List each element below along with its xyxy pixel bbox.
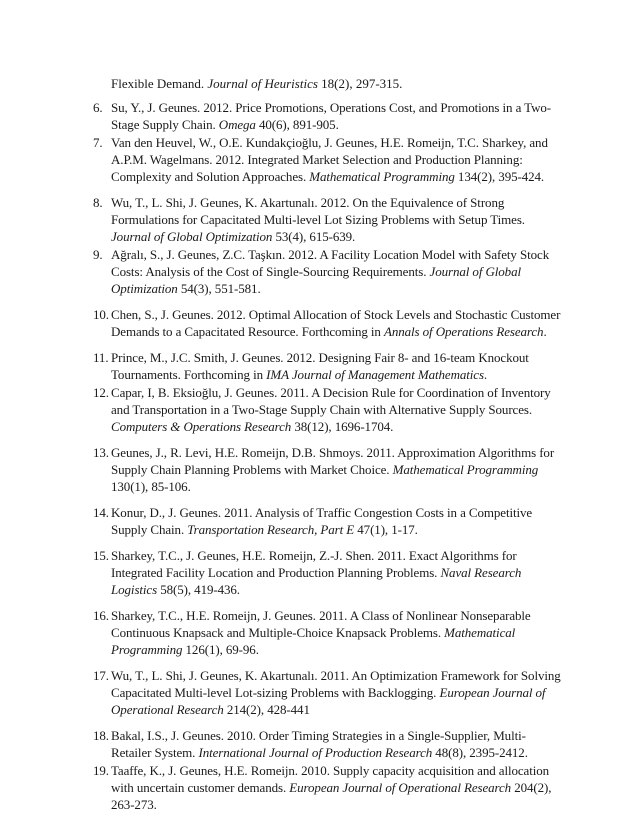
reference-number: 6. (93, 100, 103, 115)
reference-item (95, 349, 561, 383)
reference-item (95, 194, 561, 245)
reference-text: Ağralı, S., J. Geunes, Z.C. Taşkın. 2012. A Facility Location Model with Safety Stock Costs: Analysis of the Cost of Single-Sourcing Requirements. (111, 247, 550, 279)
journal-name: European Journal of Operational Research (289, 780, 512, 795)
reference-item (95, 762, 561, 813)
reference-number: 16. (93, 608, 109, 623)
reference-citation: 130(1), 85-106. (111, 479, 191, 494)
reference-citation: 204(2), 263-273. (111, 780, 552, 812)
journal-name: Mathematical Programming (309, 169, 455, 184)
reference-item (95, 667, 561, 718)
reference-text: Capar, I, B. Eksioğlu, J. Geunes. 2011. A Decision Rule for Coordination of Inventory and Transportation in a Two-Stage Supply Chain with Alternative Supply Sources. (111, 385, 551, 417)
journal-name: Journal of Global Optimization (111, 264, 521, 296)
reference-number: 19. (93, 763, 109, 778)
reference-text: Sharkey, T.C., J. Geunes, H.E. Romeijn, Z.-J. Shen. 2011. Exact Algorithms for Integrated Facility Location and Production Planning Problems. (111, 548, 517, 580)
reference-number: 15. (93, 548, 109, 563)
reference-list (95, 99, 561, 813)
reference-citation: 40(6), 891-905. (255, 117, 339, 132)
reference-text: Prince, M., J.C. Smith, J. Geunes. 2012. Designing Fair 8- and 16-team Knockout Tournaments. Forthcoming in (111, 350, 529, 382)
reference-citation: 48(8), 2395-2412. (432, 745, 528, 760)
journal-name: European Journal of Operational Research (111, 685, 546, 717)
reference-item (95, 727, 561, 761)
reference-item (95, 134, 561, 185)
journal-name: Computers & Operations Research (111, 419, 292, 434)
journal-name: Naval Research Logistics (111, 565, 522, 597)
journal-name: Journal of Heuristics (207, 76, 318, 91)
journal-name: Transportation Research, Part E (187, 522, 355, 537)
reference-item (95, 444, 561, 495)
journal-name: International Journal of Production Research (198, 745, 433, 760)
reference-citation: 38(12), 1696-1704. (291, 419, 394, 434)
journal-name: Annals of Operations Research (383, 324, 544, 339)
reference-text: Taaffe, K., J. Geunes, H.E. Romeijn. 2010. Supply capacity acquisition and allocation with uncertain customer demands. (111, 763, 550, 795)
reference-text: Chen, S., J. Geunes. 2012. Optimal Allocation of Stock Levels and Stochastic Customer Demands to a Capacitated Resource. Forthcoming in (111, 307, 561, 339)
continued-reference (111, 75, 561, 92)
reference-citation: 214(2), 428-441 (223, 702, 310, 717)
reference-item (95, 306, 561, 340)
reference-number: 14. (93, 505, 109, 520)
reference-number: 7. (93, 135, 103, 150)
reference-citation: 54(3), 551-581. (177, 281, 261, 296)
reference-text: Wu, T., L. Shi, J. Geunes, K. Akartunalı. 2012. On the Equivalence of Strong Formulations for Capacitated Multi-level Lot Sizing Problems with Setup Times. (111, 195, 525, 227)
reference-citation: 18(2), 297-315. (317, 76, 403, 91)
reference-number: 18. (93, 728, 109, 743)
journal-name: Omega (218, 117, 256, 132)
journal-name: IMA Journal of Management Mathematics (266, 367, 484, 382)
reference-citation: 134(2), 395-424. (454, 169, 545, 184)
journal-name: Mathematical Programming (111, 625, 516, 657)
journal-name: Journal of Global Optimization (111, 229, 273, 244)
reference-number: 17. (93, 668, 109, 683)
reference-text: Konur, D., J. Geunes. 2011. Analysis of Traffic Congestion Costs in a Competitive Supply Chain. (111, 505, 533, 537)
reference-item (95, 384, 561, 435)
reference-text: Van den Heuvel, W., O.E. Kundakçioğlu, J. Geunes, H.E. Romeijn, T.C. Sharkey, and A.P.M. Wagelmans. 2012. Integrated Market Selection and Production Planning: Complexity and Solution Approaches. (111, 135, 548, 184)
reference-citation: 126(1), 69-96. (182, 642, 259, 657)
reference-citation: 47(1), 1-17. (354, 522, 418, 537)
reference-text: Bakal, I.S., J. Geunes. 2010. Order Timing Strategies in a Single-Supplier, Multi-Retailer System. (111, 728, 526, 760)
reference-citation: . (543, 324, 547, 339)
reference-text: Wu, T., L. Shi, J. Geunes, K. Akartunalı. 2011. An Optimization Framework for Solving Capacitated Multi-level Lot-sizing Problems with Backlogging. (111, 668, 561, 700)
reference-text: Flexible Demand. (111, 76, 208, 91)
reference-citation: 58(5), 419-436. (157, 582, 240, 597)
reference-number: 13. (93, 445, 109, 460)
reference-number: 9. (93, 247, 103, 262)
reference-text: Geunes, J., R. Levi, H.E. Romeijn, D.B. Shmoys. 2011. Approximation Algorithms for Supply Chain Planning Problems with Market Choice. (111, 445, 555, 477)
reference-item (95, 607, 561, 658)
reference-number: 8. (93, 195, 103, 210)
reference-number: 12. (93, 385, 109, 400)
reference-item (95, 504, 561, 538)
reference-number: 10. (93, 307, 109, 322)
reference-item (95, 246, 561, 297)
reference-item (95, 547, 561, 598)
reference-citation: 53(4), 615-639. (272, 229, 356, 244)
journal-name: Mathematical Programming (392, 462, 539, 477)
reference-citation: . (483, 367, 488, 382)
reference-number: 11. (93, 350, 109, 365)
reference-text: Sharkey, T.C., H.E. Romeijn, J. Geunes. 2011. A Class of Nonlinear Nonseparable Continuous Knapsack and Multiple-Choice Knapsack Problems. (111, 608, 531, 640)
reference-text: Su, Y., J. Geunes. 2012. Price Promotions, Operations Cost, and Promotions in a Two-Stage Supply Chain. (111, 100, 552, 132)
reference-item (95, 99, 561, 133)
